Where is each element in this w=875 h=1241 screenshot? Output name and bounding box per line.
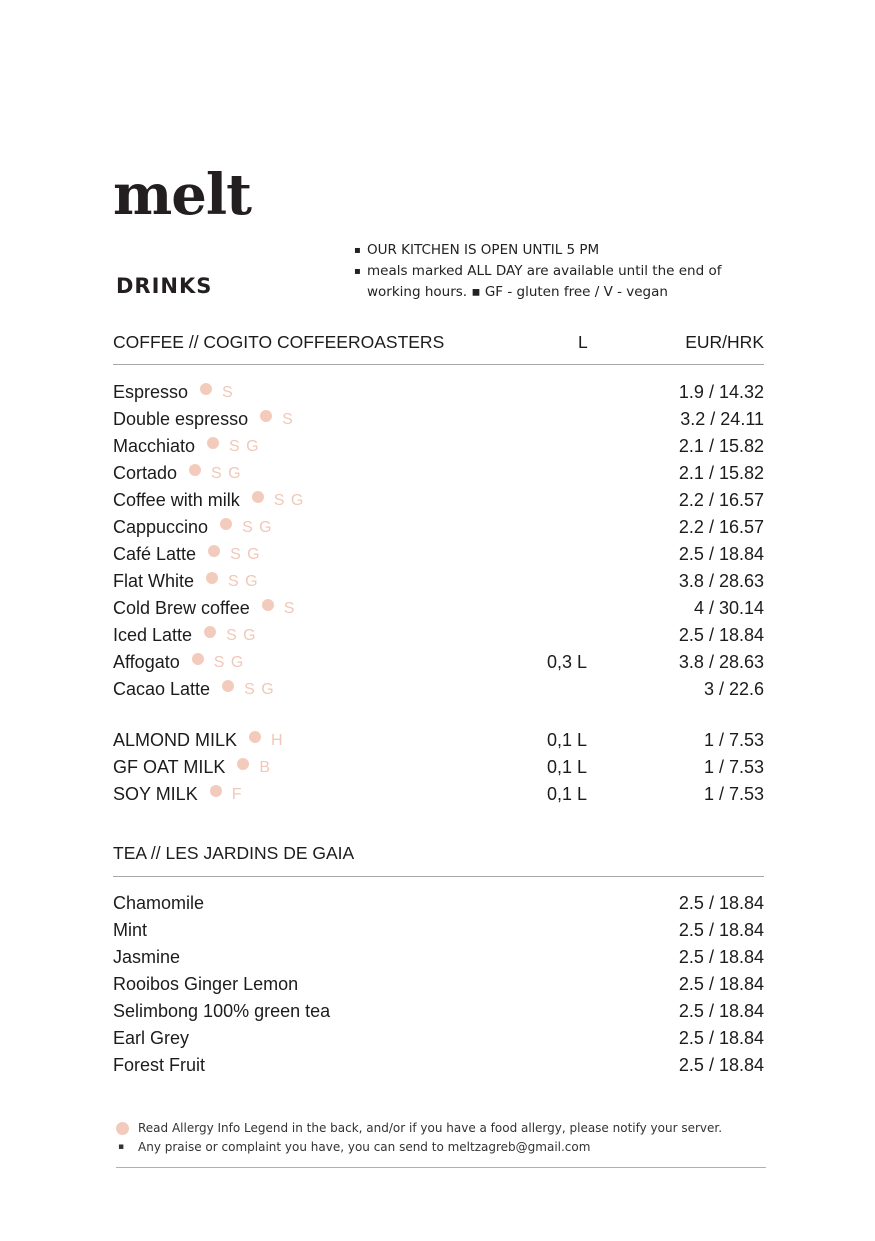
brand-logo: melt [113,162,252,228]
tea-heading: TEA // LES JARDINS DE GAIA [113,842,355,863]
allergen-codes: S [282,410,294,428]
allergen-dot-icon [208,545,220,557]
item-name: Cacao Latte [113,679,211,699]
item-price: 2.2 / 16.57 [678,517,764,537]
allergen-codes: S G [213,653,245,671]
bullet-icon: ▪ [118,1142,125,1152]
menu-item [113,487,764,514]
menu-item [113,754,764,781]
item-name: Espresso [113,382,189,402]
bullet-icon: ▪ [354,266,361,277]
item-name: Mint [113,920,148,940]
item-price: 2.5 / 18.84 [678,920,764,940]
allergen-codes: S G [244,680,275,698]
allergen-dot-icon [252,491,264,503]
menu-item [113,1025,764,1052]
item-price: 2.5 / 18.84 [678,1055,764,1075]
item-price: 2.2 / 16.57 [678,490,764,510]
footer-notes [116,1119,766,1157]
menu-item [113,406,764,433]
menu-item [113,971,764,998]
item-price: 2.5 / 18.84 [678,1001,764,1021]
item-price: 1 / 7.53 [703,730,764,750]
coffee-section-header [113,330,764,354]
item-name: Forest Fruit [113,1055,206,1075]
price-column-header: EUR/HRK [685,331,764,352]
menu-item [113,676,764,703]
menu-item [113,649,764,676]
item-name: Cappuccino [113,517,209,537]
milk-list [113,727,764,808]
item-size: 0,1 L [546,757,587,777]
item-price: 2.5 / 18.84 [678,625,764,645]
item-price: 3 / 22.6 [703,679,764,699]
item-name: SOY MILK [113,784,198,804]
allergen-dot-icon [260,410,272,422]
allergen-codes: H [271,731,284,749]
menu-item [113,727,764,754]
item-name: Macchiato [113,436,196,456]
item-size: 0,1 L [546,784,587,804]
item-name: Café Latte [113,544,197,564]
menu-item [113,460,764,487]
item-price: 4 / 30.14 [693,598,764,618]
item-name: Selimbong 100% green tea [113,1001,331,1021]
allergy-note-text: Read Allergy Info Legend in the back, and/or if you have a food allergy, please notify your server. [138,1121,723,1135]
item-name: ALMOND MILK [113,730,238,750]
menu-item [113,1052,764,1079]
tea-section-header [113,841,764,865]
item-name: Affogato [113,652,180,672]
menu-item [113,890,764,917]
menu-item [113,781,764,808]
note-text: meals marked ALL DAY are available until the end of working hours. ▪ GF - gluten free / V - vegan [367,263,722,300]
item-name: GF OAT MILK [113,757,226,777]
allergen-codes: S G [273,491,305,509]
item-size: 0,1 L [546,730,587,750]
allergen-dot-icon [222,680,234,692]
item-price: 2.5 / 18.84 [678,974,764,994]
item-price: 1 / 7.53 [703,784,764,804]
item-name: Earl Grey [113,1028,190,1048]
bullet-icon: ▪ [354,245,361,256]
menu-item [113,568,764,595]
note-all-day [354,261,764,303]
coffee-list [113,379,764,703]
menu-item [113,595,764,622]
info-notes [354,240,764,303]
allergen-codes: S G [211,464,242,482]
note-text: OUR KITCHEN IS OPEN UNTIL 5 PM [367,242,600,258]
allergen-codes: S [283,599,296,617]
tea-list [113,890,764,1079]
allergen-dot-icon [210,785,222,797]
allergen-dot-icon [237,758,249,770]
coffee-heading: COFFEE // COGITO COFFEEROASTERS [113,331,445,352]
allergen-dot-icon [206,572,218,584]
allergen-dot-icon [192,653,204,665]
item-price: 1.9 / 14.32 [678,382,764,402]
menu-item [113,433,764,460]
item-name: Iced Latte [113,625,193,645]
item-name: Double espresso [113,409,249,429]
item-price: 3.2 / 24.11 [680,409,764,429]
contact-note-text: Any praise or complaint you have, you can send to meltzagreb@gmail.com [138,1140,591,1154]
allergen-dot-icon [204,626,216,638]
divider [113,876,764,877]
footer-contact-note [116,1138,766,1157]
allergen-dot-icon [116,1122,129,1135]
item-name: Coffee with milk [113,490,240,510]
footer-divider [116,1167,766,1168]
page-title: DRINKS [116,274,213,298]
menu-item [113,917,764,944]
allergen-codes: S G [242,518,273,536]
allergen-codes: F [231,785,243,803]
allergen-codes: S G [229,437,260,455]
allergen-dot-icon [249,731,261,743]
item-price: 3.8 / 28.63 [678,652,764,672]
allergen-codes: B [259,758,272,776]
item-price: 2.1 / 15.82 [678,463,764,483]
allergen-dot-icon [207,437,219,449]
menu-item [113,622,764,649]
size-column-header: L [578,331,588,352]
allergen-dot-icon [220,518,232,530]
allergen-dot-icon [200,383,212,395]
menu-item [113,541,764,568]
item-price: 2.5 / 18.84 [678,893,764,913]
item-price: 2.5 / 18.84 [678,1028,764,1048]
item-size: 0,3 L [546,652,587,672]
allergen-codes: S G [230,545,261,563]
item-price: 1 / 7.53 [703,757,764,777]
footer-allergy-note [116,1119,766,1138]
note-kitchen-hours [354,240,764,261]
menu-item [113,379,764,406]
item-price: 2.5 / 18.84 [678,544,764,564]
menu-item [113,998,764,1025]
allergen-dot-icon [262,599,274,611]
allergen-codes: S G [228,572,259,590]
item-name: Flat White [113,571,195,591]
item-name: Cortado [113,463,178,483]
item-price: 2.5 / 18.84 [678,947,764,967]
item-price: 2.1 / 15.82 [678,436,764,456]
allergen-codes: S [222,383,234,401]
menu-item [113,944,764,971]
allergen-dot-icon [189,464,201,476]
item-name: Cold Brew coffee [113,598,250,618]
item-name: Jasmine [113,947,181,967]
menu-item [113,514,764,541]
item-name: Chamomile [113,893,205,913]
item-name: Rooibos Ginger Lemon [113,974,299,994]
allergen-codes: S G [226,626,257,644]
item-price: 3.8 / 28.63 [678,571,764,591]
divider [113,364,764,365]
